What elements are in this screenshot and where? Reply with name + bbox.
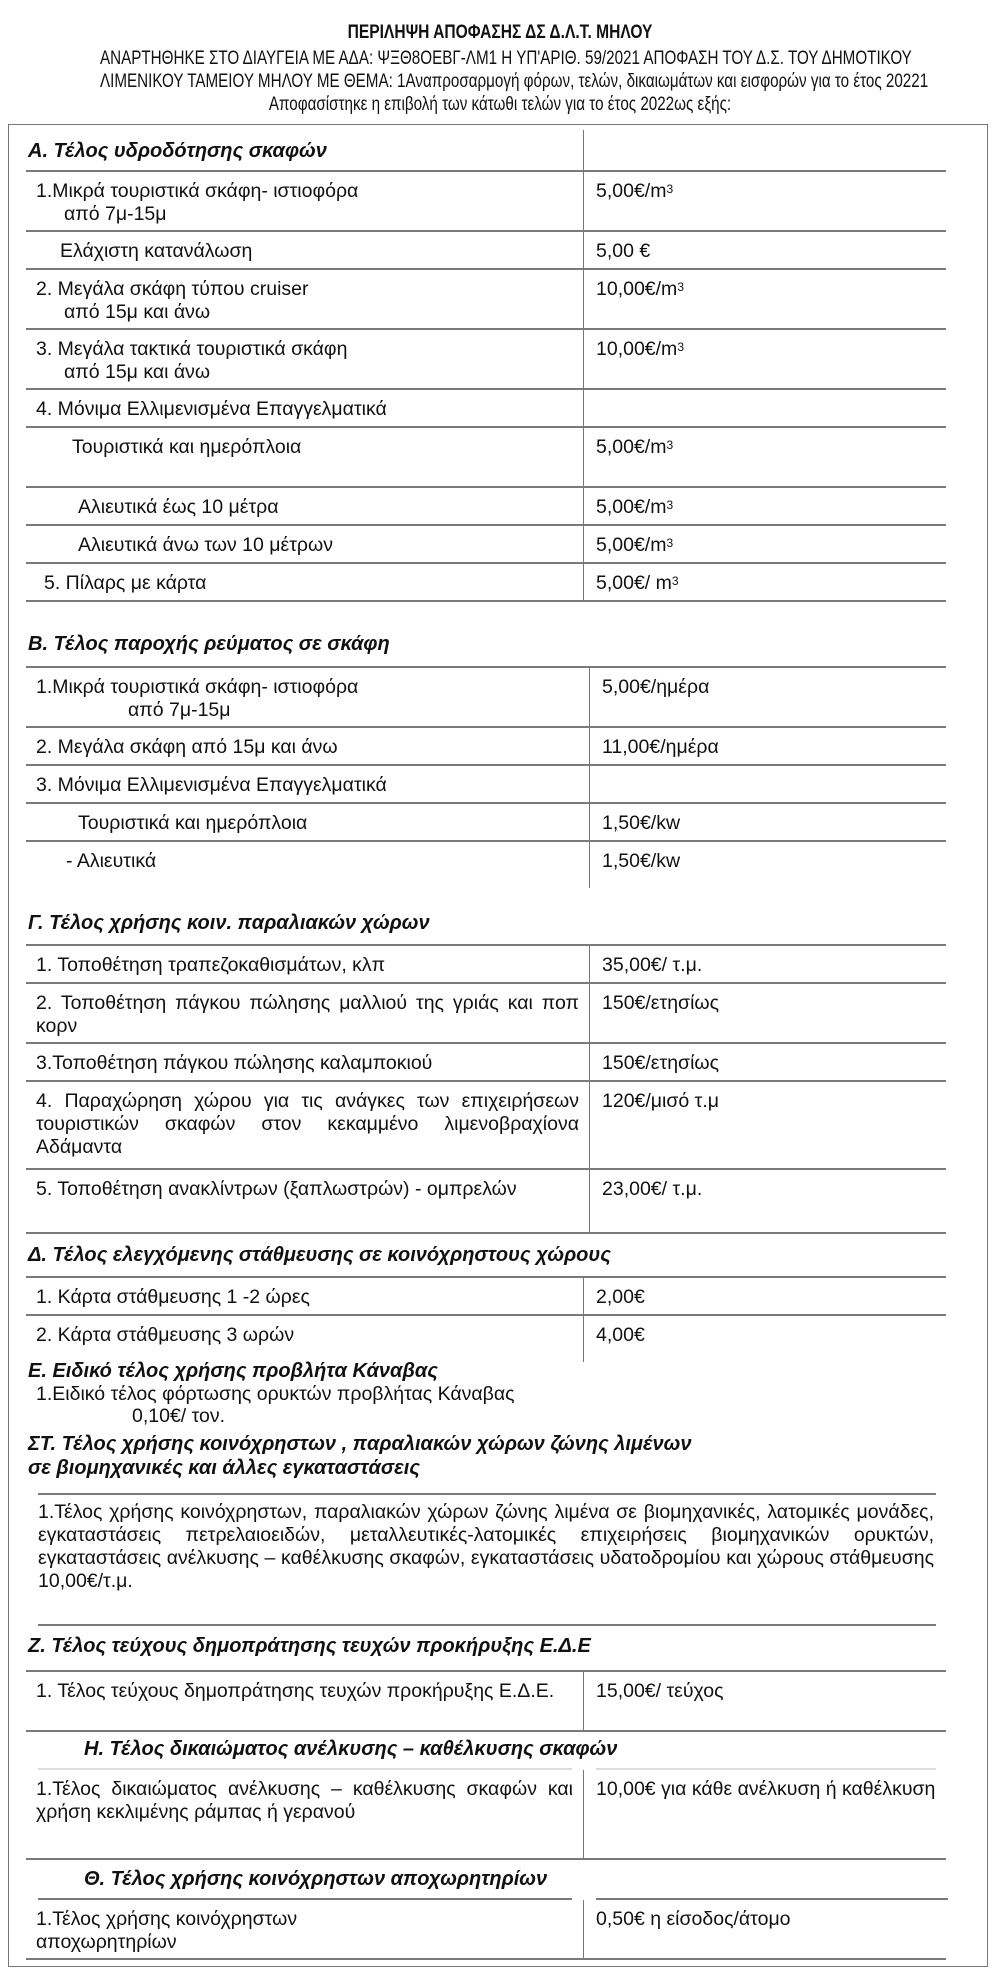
- row-label-cont: από 15μ και άνω: [64, 301, 211, 323]
- row-value: 2,00€: [596, 1286, 645, 1308]
- row-label-cont: από 7μ-15μ: [64, 203, 167, 225]
- table-row: [26, 270, 946, 330]
- section-d-title: Δ. Τέλος ελεγχόμενης στάθμευσης σε κοινόχρηστους χώρους: [28, 1244, 611, 1266]
- row-label: 1.Τέλος χρήσης κοινόχρηστων: [36, 1908, 298, 1930]
- superscript: 3: [677, 280, 684, 294]
- column-divider: [583, 130, 584, 172]
- row-label: 2. Τοποθέτηση πάγκου πώλησης μαλλιού της γριάς και ποπ κορν: [36, 992, 579, 1037]
- row-label: 1. Τέλος τεύχους δημοπράτησης τευχών προκήρυξης Ε.Δ.Ε.: [36, 1680, 555, 1702]
- row-label: 2. Μεγάλα σκάφη από 15μ και άνω: [36, 736, 338, 758]
- table-row: [26, 1316, 946, 1356]
- row-value: 120€/μισό τ.μ: [602, 1090, 720, 1112]
- row-label-cont: από 15μ και άνω: [64, 361, 211, 383]
- row-label: 3. Μεγάλα τακτικά τουριστικά σκάφη: [36, 338, 348, 360]
- section-e-line: 1.Ειδικό τέλος φόρτωσης ορυκτών προβλήτας Κάναβας: [36, 1383, 515, 1405]
- row-value: 4,00€: [583, 1316, 655, 1362]
- row-value: 11,00€/ημέρα: [602, 736, 719, 758]
- superscript: 3: [666, 438, 674, 452]
- row-label: 1.Μικρά τουριστικά σκάφη- ιστιοφόρα: [36, 180, 359, 202]
- row-value: 10,00€ για κάθε ανέλκυση ή καθέλκυση: [583, 1770, 946, 1858]
- row-value: 5,00€/ m: [596, 572, 672, 594]
- row-label: 4. Παραχώρηση χώρου για τις ανάγκες των επιχειρήσεων τουριστικών σκαφών στον κεκαμμένο λιμενοβραχίονα Αδάμαντα: [36, 1090, 579, 1158]
- table-row: [26, 428, 946, 488]
- row-label: Αλιευτικά έως 10 μέτρα: [78, 496, 279, 518]
- row-label: 2. Κάρτα στάθμευσης 3 ωρών: [36, 1324, 295, 1346]
- row-rule: [38, 1624, 936, 1626]
- row-label: Αλιευτικά άνω των 10 μέτρων: [78, 534, 333, 556]
- row-label: 1. Κάρτα στάθμευσης 1 -2 ώρες: [36, 1286, 310, 1308]
- document-title: ΠΕΡΙΛΗΨΗ ΑΠΟΦΑΣΗΣ ΔΣ Δ.Λ.Τ. ΜΗΛΟΥ: [347, 22, 653, 43]
- section-th-title: Θ. Τέλος χρήσης κοινόχρηστων αποχωρητηρίων: [84, 1868, 548, 1890]
- table-row: [26, 946, 946, 984]
- header-line-1: ΑΝΑΡΤΗΘΗΚΕ ΣΤΟ ΔΙΑΥΓΕΙΑ ΜΕ ΑΔΑ: ΨΞΘ8ΟΕΒΓ-ΛΜ1 Η ΥΠ'ΑΡΙΘ. 59/2021 ΑΠΟΦΑΣΗ ΤΟΥ Δ.Σ. ΤΟΥ ΔΗΜΟΤΙΚΟΥ: [100, 48, 912, 69]
- row-label: - Αλιευτικά: [66, 850, 157, 872]
- superscript: 3: [666, 536, 674, 550]
- table-row: [26, 526, 946, 564]
- row-label: 4. Μόνιμα Ελλιμενισμένα Επαγγελματικά: [36, 398, 387, 420]
- header-line-3: Αποφασίστηκε η επιβολή των κάτωθι τελών για το έτος 2022ως εξής:: [268, 94, 732, 115]
- superscript: 3: [666, 498, 674, 512]
- row-label: 3.Τοποθέτηση πάγκου πώλησης καλαμποκιού: [36, 1052, 433, 1074]
- table-row: [26, 1278, 946, 1316]
- row-value: 1,50€/kw: [602, 812, 681, 834]
- table-row: [26, 766, 946, 804]
- table-row: [26, 564, 946, 602]
- row-value: 150€/ετησίως: [602, 992, 720, 1014]
- row-label: Ελάχιστη κατανάλωση: [60, 240, 253, 262]
- row-value: 10,00€/m: [596, 338, 678, 360]
- superscript: 3: [677, 340, 684, 354]
- row-value: 5,00€/m: [596, 496, 667, 518]
- row-label: 5. Πίλαρς με κάρτα: [44, 572, 207, 594]
- row-label: Τουριστικά και ημερόπλοια: [72, 436, 302, 458]
- section-z-title: Ζ. Τέλος τεύχους δημοπράτησης τευχών προκήρυξης Ε.Δ.Ε: [28, 1635, 591, 1657]
- table-row: [26, 1770, 946, 1860]
- row-rule: [38, 1493, 936, 1495]
- superscript: 3: [666, 182, 674, 196]
- row-label: 1.Τέλος δικαιώματος ανέλκυσης – καθέλκυσης σκαφών και χρήση κεκλιμένης ράμπας ή γερανού: [36, 1778, 573, 1823]
- table-row: [26, 804, 946, 842]
- row-value: 5,00€/m: [596, 436, 667, 458]
- section-h-title: Η. Τέλος δικαιώματος ανέλκυσης – καθέλκυσης σκαφών: [84, 1738, 618, 1760]
- row-value: 5,00€/m: [596, 534, 667, 556]
- table-row: [26, 1170, 946, 1234]
- row-value: 5,00€/m: [596, 180, 667, 202]
- section-e-title: Ε. Ειδικό τέλος χρήσης προβλήτα Κάναβας: [28, 1360, 438, 1382]
- table-row: [26, 232, 946, 270]
- section-g-title: Γ. Τέλος χρήσης κοιν. παραλιακών χώρων: [28, 912, 430, 934]
- table-row: [26, 330, 946, 390]
- row-value: 23,00€/ τ.μ.: [602, 1178, 703, 1200]
- table-row: [26, 1044, 946, 1082]
- row-value: 0,50€ η είσοδος/άτομο: [596, 1908, 791, 1930]
- row-value: 150€/ετησίως: [602, 1052, 720, 1074]
- table-row: [26, 488, 946, 526]
- row-value: 15,00€/ τεύχος: [596, 1680, 724, 1702]
- row-label: 3. Μόνιμα Ελλιμενισμένα Επαγγελματικά: [36, 774, 387, 796]
- section-st-title-cont: σε βιομηχανικές και άλλες εγκαταστάσεις: [28, 1457, 420, 1479]
- row-label: Τουριστικά και ημερόπλοια: [78, 812, 308, 834]
- table-row: [26, 172, 946, 232]
- row-value: 5,00€/ημέρα: [602, 676, 710, 698]
- table-row: [26, 668, 946, 728]
- row-label: 5. Τοποθέτηση ανακλίντρων (ξαπλωστρών) - ομπρελών: [36, 1178, 517, 1200]
- table-row: [26, 1672, 946, 1732]
- header-line-2: ΛΙΜΕΝΙΚΟΥ ΤΑΜΕΙΟΥ ΜΗΛΟΥ ΜΕ ΘΕΜΑ: 1Αναπροσαρμογή φόρων, τελών, δικαιωμάτων και εισφορών για το έτος 20221: [100, 71, 929, 92]
- section-e-value: 0,10€/ τον.: [132, 1405, 226, 1427]
- row-label: 2. Μεγάλα σκάφη τύπου cruiser: [36, 278, 309, 300]
- row-label: 1. Τοποθέτηση τραπεζοκαθισμάτων, κλπ: [36, 954, 386, 976]
- table-row: [26, 1900, 946, 1960]
- row-value: 5,00 €: [596, 240, 651, 262]
- row-value: 1,50€/kw: [589, 842, 690, 888]
- section-st-title: ΣΤ. Τέλος χρήσης κοινόχρηστων , παραλιακών χώρων ζώνης λιμένων: [28, 1433, 692, 1455]
- section-a-title: Α. Τέλος υδροδότησης σκαφών: [28, 140, 327, 162]
- row-value: 10,00€/m: [596, 278, 678, 300]
- section-b-title: Β. Τέλος παροχής ρεύματος σε σκάφη: [28, 633, 390, 655]
- table-row: [26, 728, 946, 766]
- row-label-cont: αποχωρητηρίων: [36, 1931, 177, 1953]
- table-row: [26, 390, 946, 428]
- row-label-cont: από 7μ-15μ: [128, 699, 231, 721]
- table-row: [26, 1082, 946, 1170]
- superscript: 3: [671, 574, 679, 588]
- row-label: 1.Μικρά τουριστικά σκάφη- ιστιοφόρα: [36, 676, 359, 698]
- section-st-paragraph: 1.Τέλος χρήσης κοινόχρηστων, παραλιακών χώρων ζώνης λιμένα σε βιομηχανικές, λατομικές μονάδες, εγκαταστάσεις πετρελαιοειδών, μεταλλευτικές-λατομικές επιχειρήσεις βιομηχανικών ορυκτών, εγκαταστάσεις ανέλκυσης – καθέλκυσης σκαφών, εγκαταστάσεις υδατοδρομίου και χώρους στάθμευσης 10,00€/τ.μ.: [38, 1501, 934, 1592]
- table-row: [26, 984, 946, 1044]
- table-row: [26, 842, 946, 882]
- row-value: 35,00€/ τ.μ.: [602, 954, 703, 976]
